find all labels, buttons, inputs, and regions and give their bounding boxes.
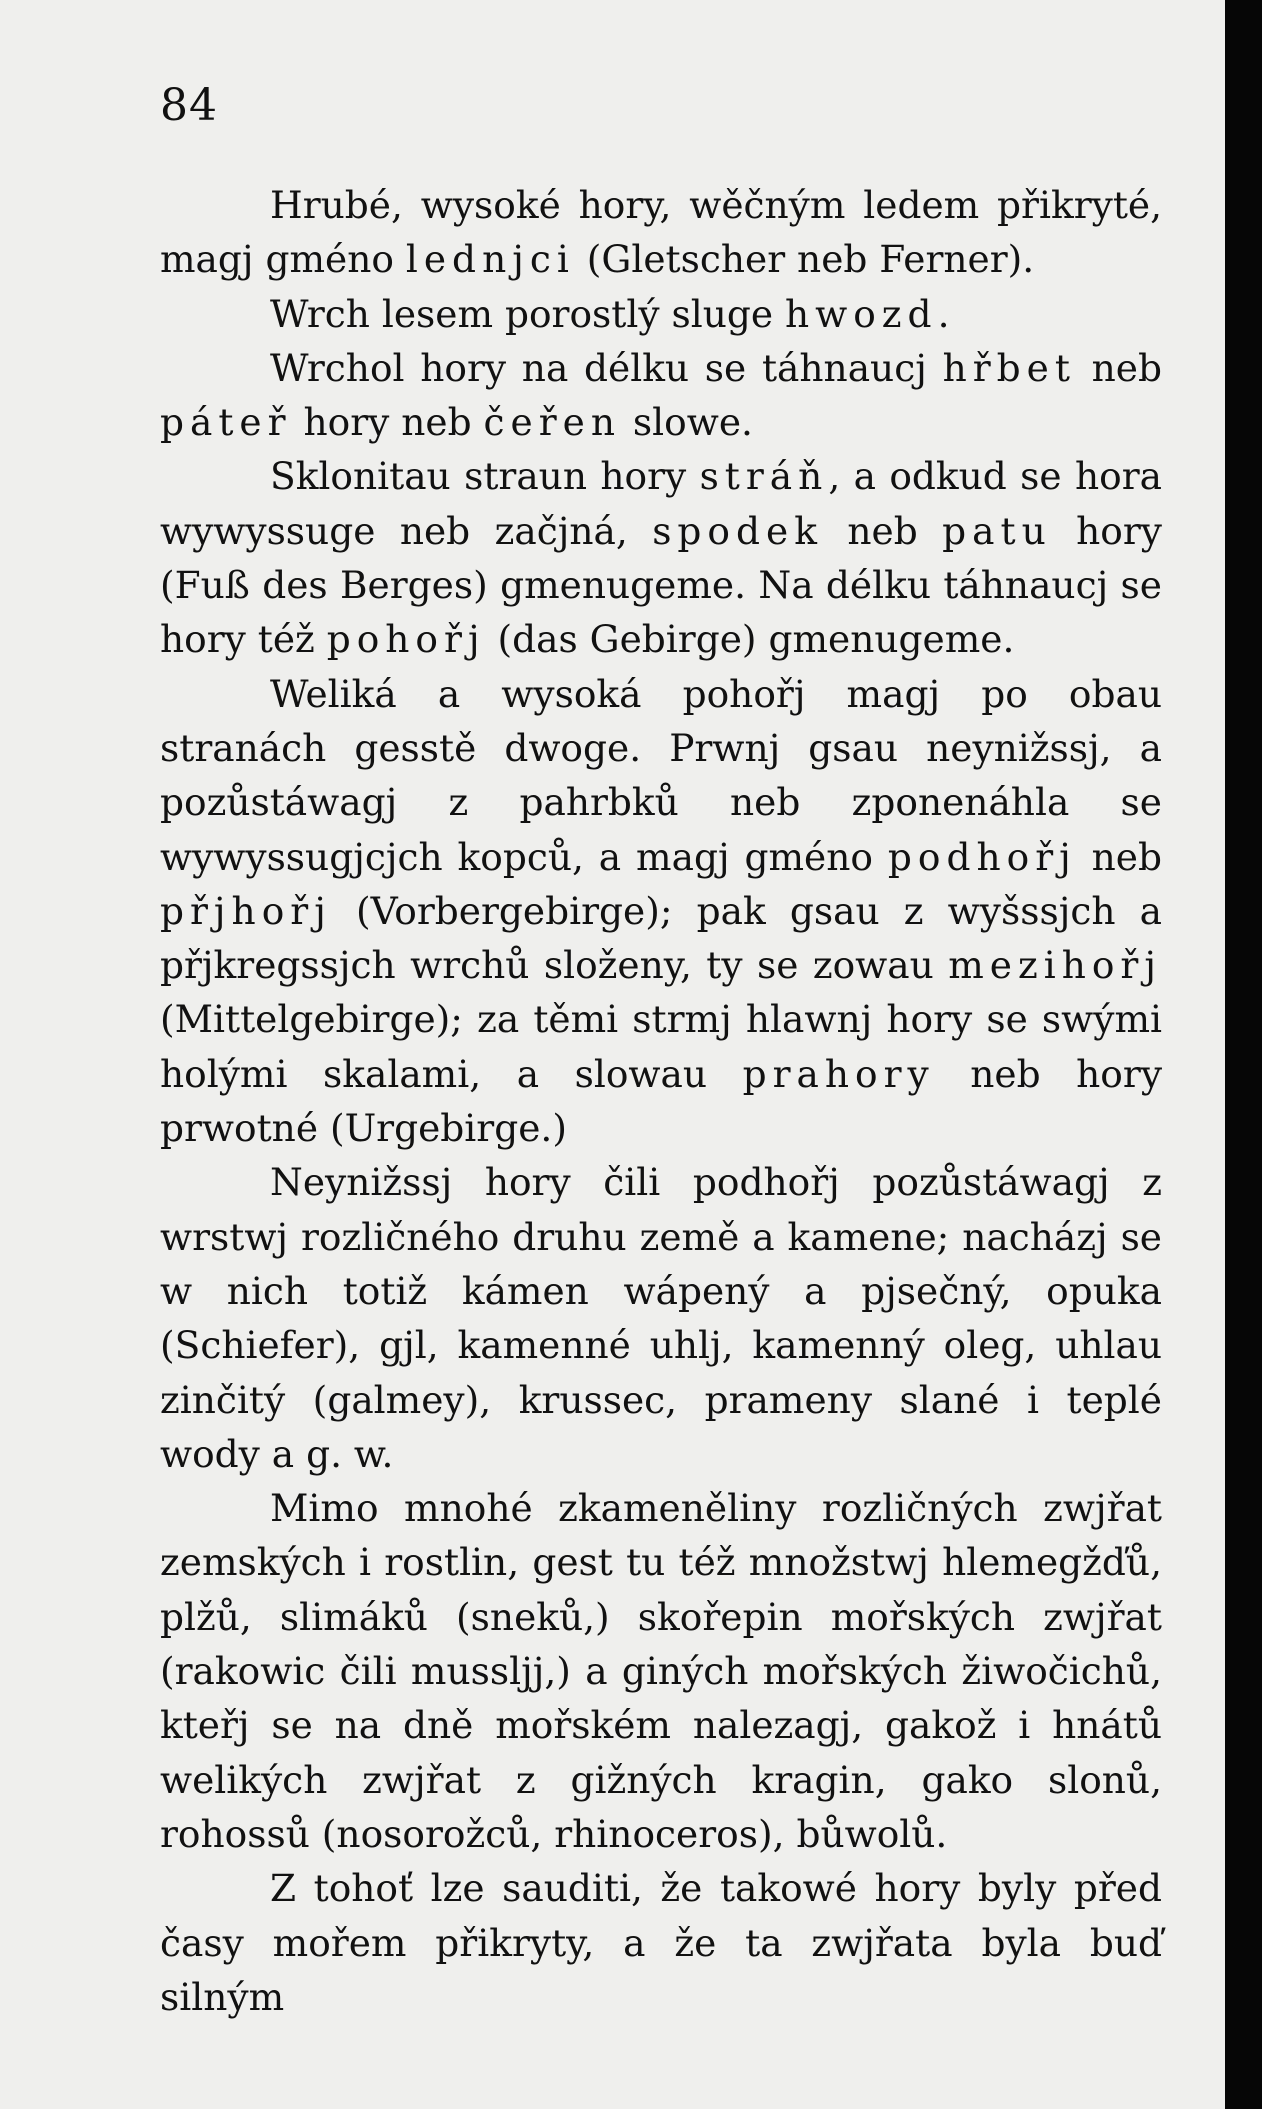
paragraph: [160, 178, 1162, 287]
spaced-term: podhořj: [887, 834, 1077, 879]
spaced-term: prahory: [742, 1051, 935, 1096]
text-run: (Mittelgebirge); za těmi strmj hlawnj hory se swými holými skalami, a slowau: [160, 997, 1162, 1096]
paragraph: [160, 1155, 1162, 1481]
text-run: Weliká a wysoká pohořj magj po obau stranách gesstě dwoge. Prwnj gsau neynižssj, a pozůstáwagj z pahrbků neb zponenáhla se wywyssugjcjch kopců, a magj gméno: [160, 671, 1162, 879]
page-edge-shadow: [1225, 0, 1262, 2109]
text-run: neb hory prwotné (Urgebirge.): [160, 1051, 1162, 1151]
paragraph: [160, 1481, 1162, 1861]
text-run: Neynižssj hory čili podhořj pozůstáwagj z wrstwj rozličného druhu země a kamene; nacházj se w nich totiž kámen wápený a pjsečný, opuka (Schiefer), gjl, kamenné uhlj, kamenný oleg, uhlau zinčitý (galmey), krussec, prameny slané i teplé wody a g. w.: [160, 1160, 1162, 1476]
spaced-term: patu: [942, 508, 1052, 553]
text-run: (Gletscher neb Ferner).: [574, 237, 1035, 282]
text-run: slowe.: [620, 400, 753, 445]
text-run: Wrch lesem porostlý sluge: [270, 291, 785, 336]
spaced-term: hwozd: [784, 291, 938, 336]
text-run: , a odkud se hora wywyssuge neb začjná,: [160, 454, 1162, 553]
paragraph: [160, 449, 1162, 666]
paragraph: [160, 287, 1162, 341]
paragraph: [160, 341, 1162, 450]
text-run: neb: [822, 508, 943, 553]
text-run: neb: [1076, 834, 1162, 879]
text-run: Mimo mnohé zkameněliny rozličných zwjřat zemských i rostlin, gest tu též množstwj hlemegžďů, plžů, slimáků (sneků,) skořepin mořských zwjřat (rakowic čili mussljj,) a giných mořských žiwočichů, kteřj se na dně mořském nalezagj, gakož i hnátů welikých zwjřat z gižných kragin, gako slonů, rohossů (nosorožců, rhinoceros), bůwolů.: [160, 1486, 1162, 1856]
spaced-term: páteř: [160, 400, 292, 445]
text-run: hory (Fuß des Berges) gmenugeme. Na délku táhnaucj se hory též: [160, 508, 1162, 662]
text-run: neb: [1075, 345, 1162, 390]
paragraph: [160, 667, 1162, 1156]
page-number: 84: [160, 80, 218, 131]
spaced-term: pohořj: [326, 617, 486, 662]
text-run: Wrchol hory na délku se táhnaucj: [270, 345, 943, 390]
text-run: (das Gebirge) gmenugeme.: [485, 617, 1015, 662]
text-run: Sklonitau straun hory: [270, 454, 700, 499]
text-run: Hrubé, wysoké hory, wěčným ledem přikryté, magj gméno: [160, 183, 1162, 282]
text-run: (Vorbergebirge); pak gsau z wyšssjch a přjkregssjch wrchů složeny, ty se zowau: [160, 888, 1162, 988]
spaced-term: stráň: [699, 454, 829, 499]
spaced-term: mezihořj: [948, 943, 1162, 988]
text-run: hory neb: [291, 400, 484, 445]
text-run: .: [937, 291, 950, 336]
body-text: [160, 178, 1162, 2024]
spaced-term: spodek: [652, 508, 823, 553]
spaced-term: hřbet: [942, 345, 1076, 390]
spaced-term: čeřen: [483, 400, 621, 445]
spaced-term: lednjci: [405, 237, 575, 282]
spaced-term: přjhořj: [160, 888, 332, 933]
text-run: Z tohoť lze sauditi, že takowé hory byly před časy mořem přikryty, a že ta zwjřata byla buď silným: [160, 1866, 1162, 2019]
paragraph: [160, 1861, 1162, 2024]
